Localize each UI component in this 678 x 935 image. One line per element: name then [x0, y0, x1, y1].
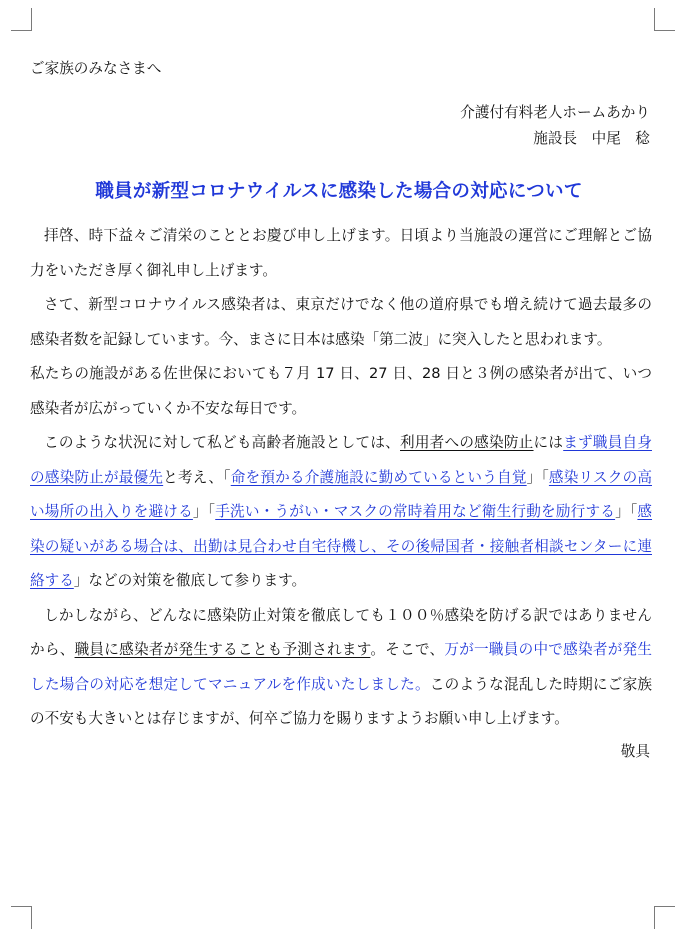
document-title: 職員が新型コロナウイルスに感染した場合の対応について [95, 181, 583, 202]
measures-text-1: このような状況に対して私ども高齢者施設としては、 [44, 434, 401, 451]
letter-body [30, 219, 652, 737]
crop-mark-bottom-left [11, 906, 32, 929]
crop-mark-bottom-right [654, 906, 675, 929]
addressee: ご家族のみなさまへ [30, 60, 162, 77]
measures-emphasis-1: まず職員自身の感染防止が最優先 [30, 434, 652, 486]
measures-text-7: 」などの対策を徹底して参ります。 [73, 572, 307, 589]
manual-text-3: このような混乱した時期にご家族の不安も大きいとは存じますが、何卒ご協力を賜りますようお願い申し上げます。 [30, 675, 652, 727]
closing-keigu: 敬具 [620, 743, 650, 760]
manual-emphasis-1: 万が一職員の中で感染者が発生した場合の対応を想定してマニュアルを作成いたしました。 [30, 641, 652, 693]
director-name: 施設長 中尾 稔 [533, 130, 650, 147]
measures-text-5: 」「 [192, 503, 216, 520]
paragraph-local-cases: 私たちの施設がある佐世保においても７月 17 日、27 日、28 日と３例の感染者が出て、いつ感染者が広がっていくか不安な毎日です。 [30, 365, 652, 417]
measures-text-3: と考え、「 [163, 468, 231, 486]
manual-text-2: 。そこで、 [370, 641, 445, 658]
paragraph-manual [30, 599, 652, 737]
measures-emphasis-2: 命を預かる介護施設に勤めているという自覚 [230, 468, 527, 486]
measures-text-4: 」「 [526, 468, 549, 486]
measures-text-2: には [533, 434, 564, 451]
measures-emphasis-5: 感染の疑いがある場合は、出勤は見合わせ自宅待機し、その後帰国者・接触者相談センターに連絡する [30, 503, 653, 589]
crop-mark-top-left [11, 8, 32, 31]
crop-mark-top-right [654, 8, 675, 31]
measures-emphasis-4: 手洗い・うがい・マスクの常時着用など衛生行動を励行する [215, 503, 616, 520]
paragraph-greeting: 拝啓、時下益々ご清栄のこととお慶び申し上げます。日頃より当施設の運営にご理解とご協力をいただき厚く御礼申し上げます。 [30, 227, 652, 279]
measures-underline-1: 利用者への感染防止 [400, 434, 534, 451]
measures-emphasis-3: 感染リスクの高い場所の出入りを避ける [30, 468, 652, 520]
measures-text-6: 」「 [615, 503, 638, 520]
facility-name: 介護付有料老人ホームあかり [460, 104, 650, 121]
manual-underline-1: 職員に感染者が発生することも予測されます [74, 641, 371, 658]
paragraph-situation: さて、新型コロナウイルス感染者は、東京だけでなく他の道府県でも増え続けて過去最多の感染者数を記録しています。今、まさに日本は感染「第二波」に突入したと思われます。 [30, 296, 652, 348]
paragraph-measures [30, 426, 652, 599]
manual-text-1: しかしながら、どんなに感染防止対策を徹底しても１００％感染を防げる訳ではありませんから、 [30, 606, 652, 658]
